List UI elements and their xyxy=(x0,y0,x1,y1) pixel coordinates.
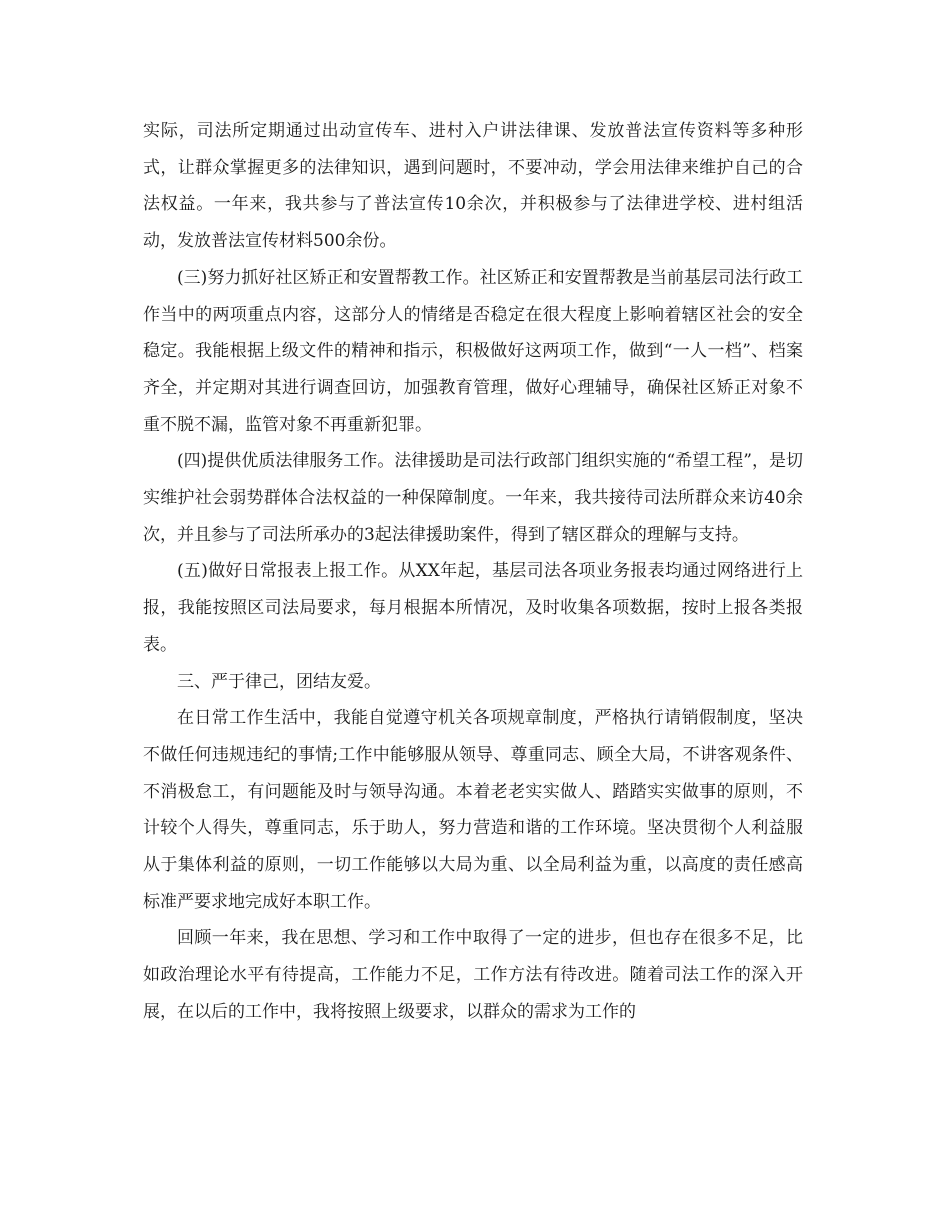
paragraph-legal-services: (四)提供优质法律服务工作。法律援助是司法行政部门组织实施的“希望工程”，是切实维护社会弱势群体合法权益的一种保障制度。一年来，我共接待司法所群众来访40余次，并且参与了司法所承办的3起法律援助案件，得到了辖区群众的理解与支持。 xyxy=(143,451,803,545)
paragraph-daily-reports: (五)做好日常报表上报工作。从XX年起，基层司法各项业务报表均通过网络进行上报，我能按照区司法局要求，每月根据本所情况，及时收集各项数据，按时上报各类报表。 xyxy=(143,561,803,655)
paragraph-community-correction: (三)努力抓好社区矫正和安置帮教工作。社区矫正和安置帮教是当前基层司法行政工作当中的两项重点内容，这部分人的情绪是否稳定在很大程度上影响着辖区社会的安全稳定。我能根据上级文件的精神和指示，积极做好这两项工作，做到“一人一档”、档案齐全，并定期对其进行调查回访，加强教育管理，做好心理辅导，确保社区矫正对象不重不脱不漏，监管对象不再重新犯罪。 xyxy=(143,267,803,435)
paragraph-daily-work: 在日常工作生活中，我能自觉遵守机关各项规章制度，严格执行请销假制度，坚决不做任何违规违纪的事情;工作中能够服从领导、尊重同志、顾全大局，不讲客观条件、不消极怠工，有问题能及时与领导沟通。本着老老实实做人、踏踏实实做事的原则，不计较个人得失，尊重同志，乐于助人，努力营造和谐的工作环境。坚决贯彻个人利益服从于集体利益的原则，一切工作能够以大局为重、以全局利益为重，以高度的责任感高标准严要求地完成好本职工作。 xyxy=(143,708,803,912)
document-page xyxy=(143,113,803,1031)
paragraph-review: 回顾一年来，我在思想、学习和工作中取得了一定的进步，但也存在很多不足，比如政治理论水平有待提高，工作能力不足，工作方法有待改进。随着司法工作的深入开展，在以后的工作中，我将按照上级要求，以群众的需求为工作的 xyxy=(143,928,803,1022)
paragraph-continuation: 实际，司法所定期通过出动宣传车、进村入户讲法律课、发放普法宣传资料等多种形式，让群众掌握更多的法律知识，遇到问题时，不要冲动，学会用法律来维护自己的合法权益。一年来，我共参与了普法宣传10余次，并积极参与了法律进学校、进村组活动，发放普法宣传材料500余份。 xyxy=(143,121,803,252)
section-heading-self-discipline: 三、严于律己，团结友爱。 xyxy=(177,671,381,692)
